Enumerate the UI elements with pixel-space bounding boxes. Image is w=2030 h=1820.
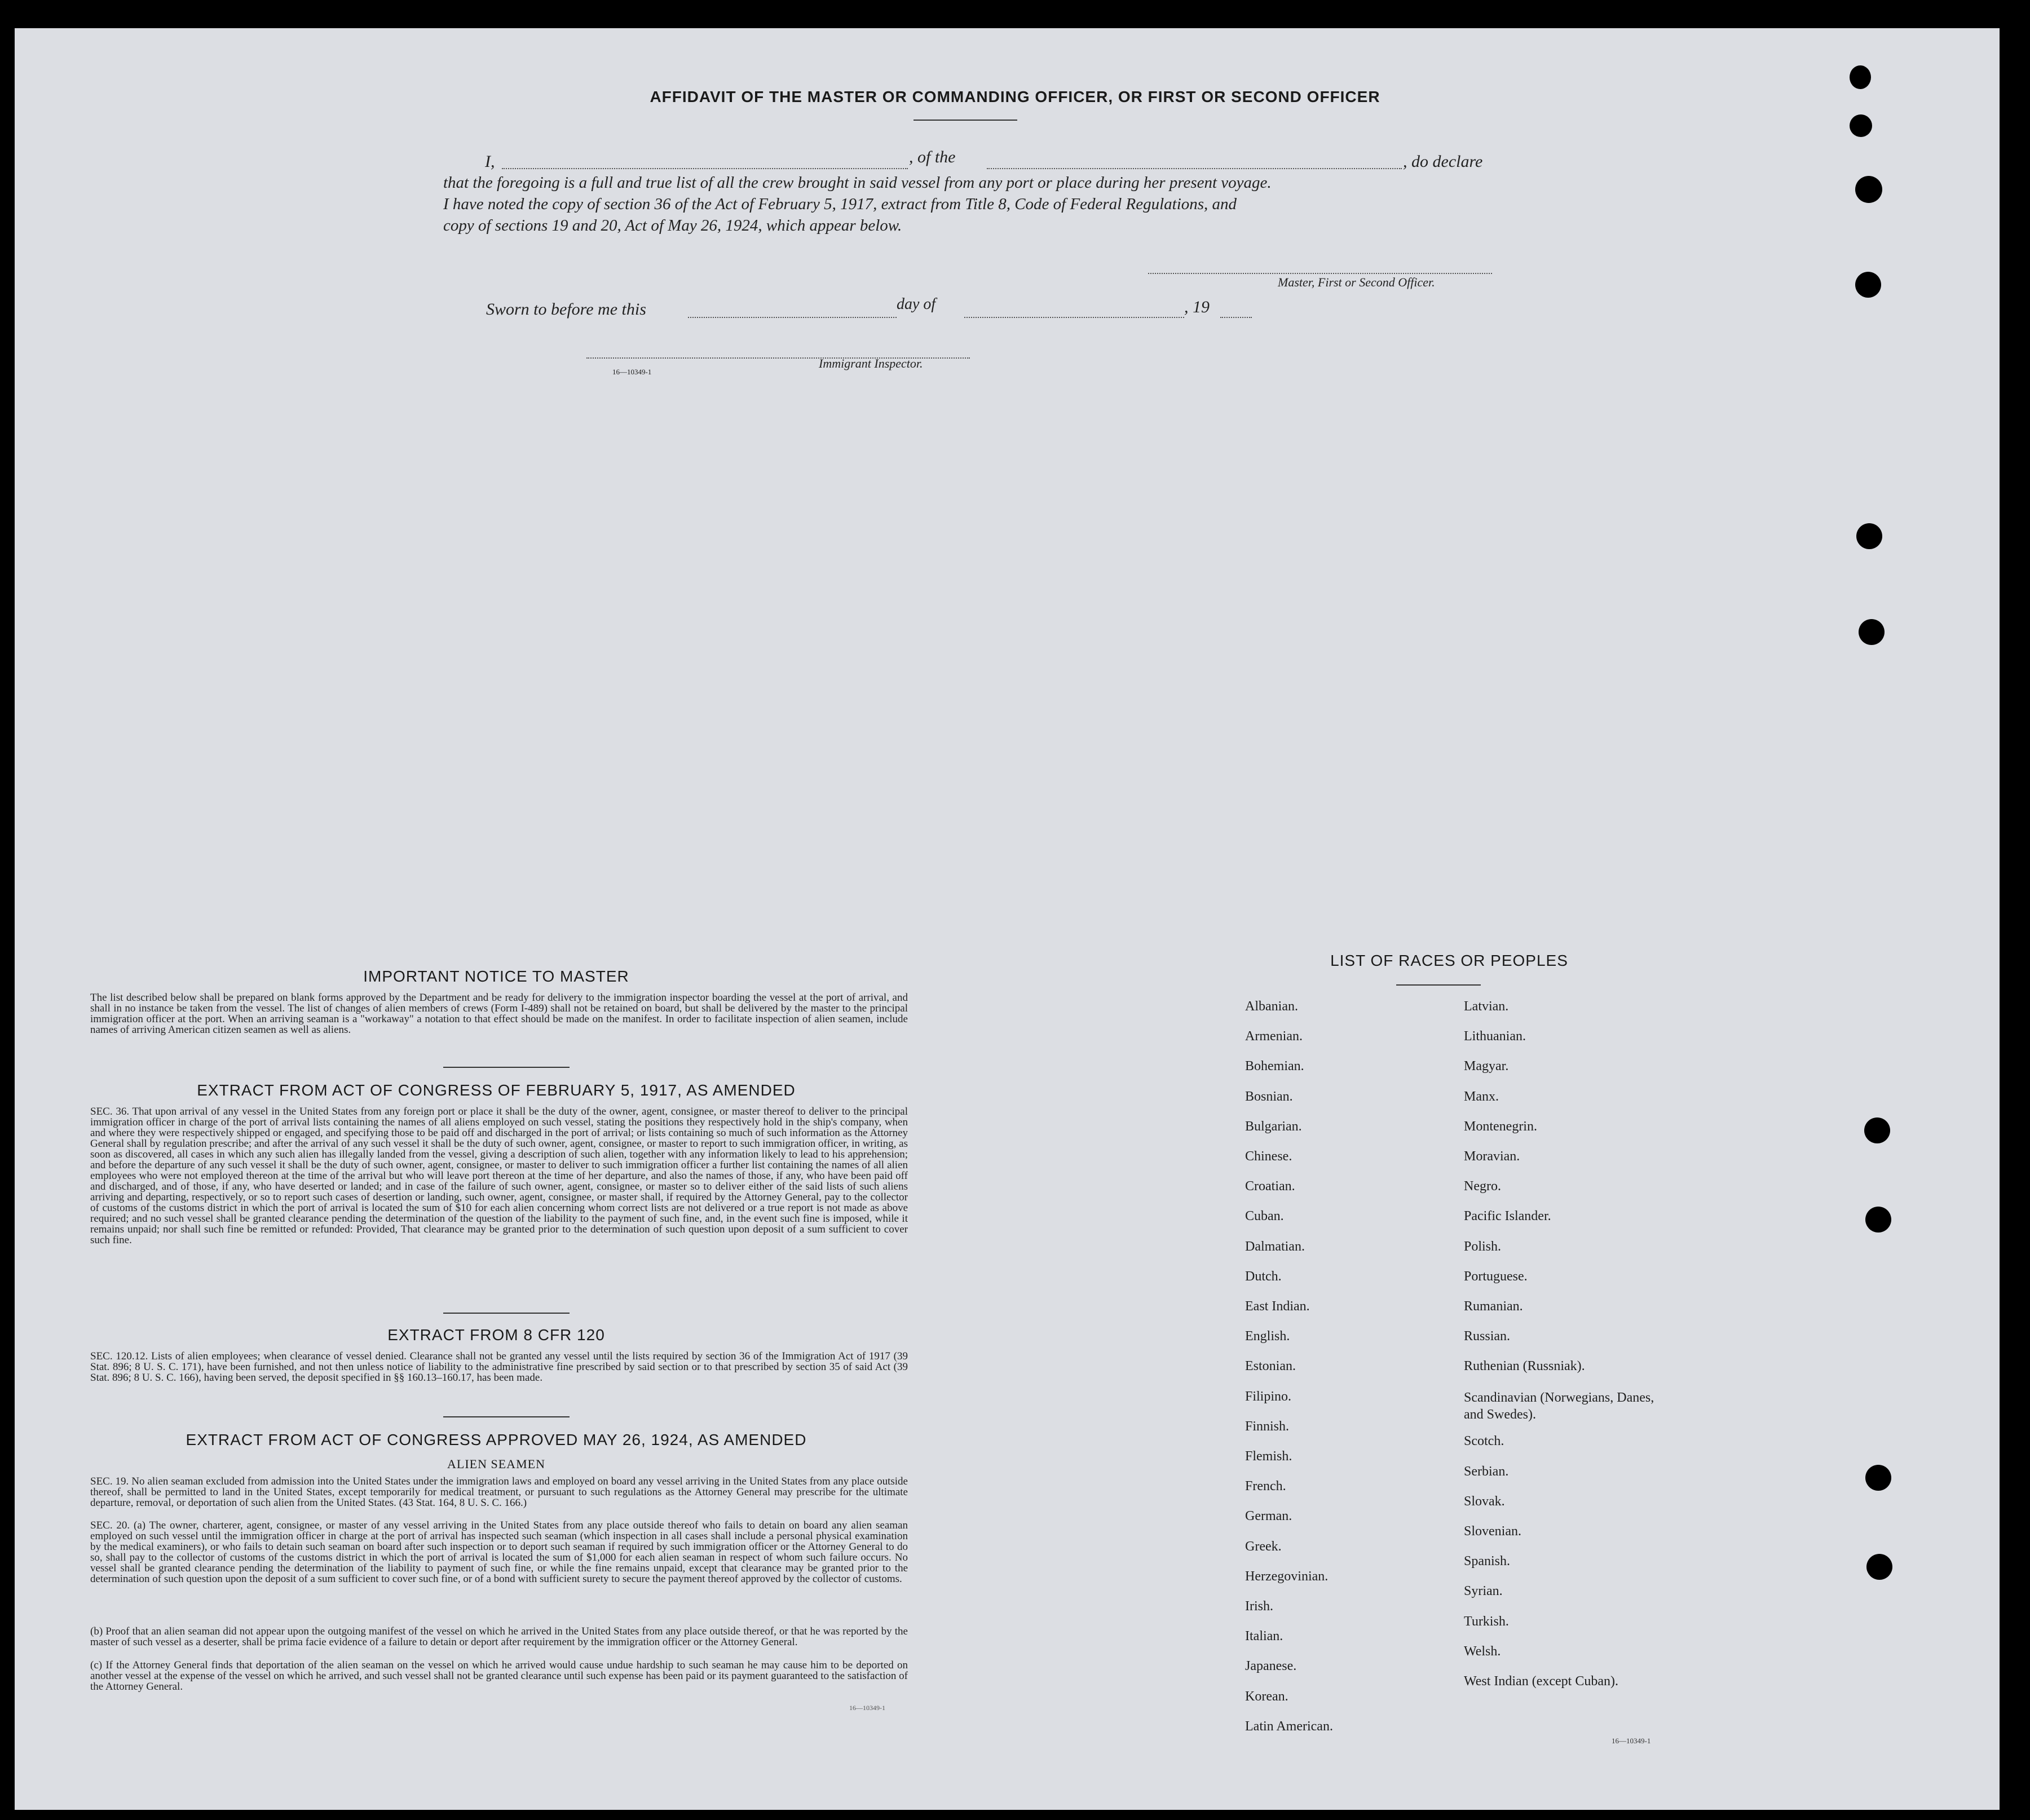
race-item: Korean. bbox=[1245, 1689, 1288, 1704]
race-item: Flemish. bbox=[1245, 1449, 1292, 1464]
extract-1924-sec20b: (b) Proof that an alien seaman did not appear upon the outgoing manifest of the vessel on which he arrived in the United States from any place outside thereof, or that he was reported by the master of such vessel as a deserter, shall be prima facie evidence of a failure to detain or deport after requirement by the immigration officer or the Attorney General. bbox=[90, 1625, 908, 1648]
extract-cfr-divider bbox=[443, 1416, 570, 1417]
race-item: Dalmatian. bbox=[1245, 1239, 1305, 1254]
affidavit-line1-a: I, bbox=[485, 152, 495, 171]
races-title-underline bbox=[1396, 984, 1481, 986]
race-item: Greek. bbox=[1245, 1539, 1282, 1554]
race-item: Dutch. bbox=[1245, 1269, 1282, 1284]
race-item: Chinese. bbox=[1245, 1149, 1292, 1164]
affidavit-line4: copy of sections 19 and 20, Act of May 26, 1924, which appear below. bbox=[443, 217, 902, 235]
race-item: Herzegovinian. bbox=[1245, 1569, 1329, 1584]
day-of-label: day of bbox=[897, 295, 936, 313]
race-item: Latin American. bbox=[1245, 1719, 1333, 1734]
race-item: Bulgarian. bbox=[1245, 1119, 1302, 1134]
extract-1924-title: EXTRACT FROM ACT OF CONGRESS APPROVED MAY 26, 1924, AS AMENDED bbox=[186, 1431, 807, 1448]
name-blank[interactable] bbox=[502, 168, 908, 169]
extract-1924-sec19: SEC. 19. No alien seaman excluded from admission into the United States under the immigration laws and employed on board any vessel arriving in the United States from any place outside thereof, shall be permitted to land in the United States, except temporarily for medical treatment, or pursuant to such regulations as the Attorney General may prescribe for the ultimate departure, removal, or deportation of such alien from the United States. (43 Stat. 164, 8 U. S. C. 166.) bbox=[90, 1476, 908, 1509]
extract-1924-sec20c: (c) If the Attorney General finds that deportation of the alien seaman on the vessel on which he arrived would cause undue hardship to such seaman he may cause him to be deported on another vessel at the expense of the vessel on which he arrived, and such vessel shall not be granted clearance until such expense has been paid or its payment guaranteed to the satisfaction of the Attorney General. bbox=[90, 1659, 908, 1693]
notice-title: IMPORTANT NOTICE TO MASTER bbox=[363, 968, 629, 985]
notice-text: The list described below shall be prepared on blank forms approved by the Department and be ready for delivery to the immigration inspector boarding the vessel at the port of arrival, and shall in no instance be taken from the vessel. The list of changes of alien members of crews (Form I-489) shall not be retained on board, but shall be delivered by the master to the principal immigration officer at the port. When an arriving seaman is a "workaway" a notation to that effect should be made on the manifest. In order to facilitate inspection of alien seamen, include names of arriving American citizen seamen as well as aliens. bbox=[90, 992, 908, 1036]
affidavit-line2: that the foregoing is a full and true list of all the crew brought in said vessel from any port or place during her present voyage. bbox=[443, 174, 1272, 192]
race-item: Irish. bbox=[1245, 1599, 1273, 1614]
race-item: Japanese. bbox=[1245, 1659, 1297, 1673]
race-item: Montenegrin. bbox=[1464, 1119, 1537, 1134]
race-item: Filipino. bbox=[1245, 1389, 1292, 1404]
sworn-day-blank[interactable] bbox=[688, 317, 897, 318]
affidavit-title: AFFIDAVIT OF THE MASTER OR COMMANDING OFFICER, OR FIRST OR SECOND OFFICER bbox=[650, 88, 1380, 105]
affidavit-line1-b: , of the bbox=[909, 148, 956, 166]
year-blank[interactable] bbox=[1220, 317, 1252, 318]
punch-hole bbox=[1850, 65, 1871, 89]
sworn-month-blank[interactable] bbox=[964, 317, 1184, 318]
race-item: Slovenian. bbox=[1464, 1524, 1521, 1539]
extract-1924-form-number: 16—10349-1 bbox=[849, 1704, 885, 1712]
race-item: Croatian. bbox=[1245, 1179, 1295, 1194]
extract-1917-text: SEC. 36. That upon arrival of any vessel in the United States from any foreign port or place it shall be the duty of the owner, agent, consignee, or master thereof to deliver to the principal immigration officer in charge of the port of arrival lists containing the names of all aliens employed on such vessel, stating the positions they respectively hold in the ship's company, when and where they were respectively shipped or engaged, and specifying those to be paid off and discharged in the port of arrival; or lists containing so much of such information as the Attorney General shall by regulation prescribe; and after the arrival of any such vessel it shall be the duty of such owner, agent, consignee, or master to report to such immigration officer, in writing, as soon as discovered, all cases in which any such alien has illegally landed from the vessel, giving a description of such alien, together with any information likely to lead to his apprehension; and before the departure of any such vessel it shall be the duty of such owner, agent, consignee, or master to deliver to such immigration officer a further list containing the names of all alien employees who were not employed thereon at the time of the arrival but who will leave port thereon at the time of her departure, and also the names of those, if any, who have been paid off and discharged, and of those, if any, who have deserted or landed; and in case of the failure of such owner, agent, consignee, or master so to deliver either of the said lists of such aliens arriving and departing, respectively, or so to report such cases of desertion or landing, such owner, agent, consignee, or master shall, if required by the Attorney General, pay to the collector of customs of the customs district in which the port of arrival is located the sum of $10 for each alien concerning whom correct lists are not delivered or a true report is not made as above required; and no such vessel shall be granted clearance pending the determination of the question of the liability to the payment of such fine, and, in the event such fine is imposed, while it remains unpaid; nor shall such fine be remitted or refunded: Provided, That clearance may be granted prior to the determination of such question upon deposit of a sum sufficient to cover such fine. bbox=[90, 1106, 908, 1246]
race-item: Serbian. bbox=[1464, 1464, 1509, 1479]
race-item: Latvian. bbox=[1464, 999, 1509, 1014]
race-item: English. bbox=[1245, 1329, 1290, 1344]
race-item: Scotch. bbox=[1464, 1434, 1504, 1448]
race-item: Cuban. bbox=[1245, 1209, 1284, 1223]
affidavit-form-number: 16—10349-1 bbox=[612, 368, 652, 376]
vessel-blank[interactable] bbox=[987, 168, 1402, 169]
affidavit-line1-c: , do declare bbox=[1403, 152, 1483, 171]
punch-hole bbox=[1865, 1465, 1891, 1491]
race-item: Ruthenian (Russniak). bbox=[1464, 1359, 1585, 1373]
race-item: Moravian. bbox=[1464, 1149, 1520, 1164]
race-item: Negro. bbox=[1464, 1179, 1501, 1194]
extract-cfr-text: SEC. 120.12. Lists of alien employees; when clearance of vessel denied. Clearance shall not be granted any vessel until the lists required by section 36 of the Immigration Act of 1917 (39 Stat. 896; 8 U. S. C. 171), have been furnished, and not then unless notice of liability to the administrative fine prescribed by said section or to that prescribed by section 35 of said Act (39 Stat. 896; 8 U. S. C. 166), having been served, the deposit specified in §§ 160.13–160.17, has been made. bbox=[90, 1350, 908, 1384]
year-label: , 19 bbox=[1184, 298, 1210, 316]
notice-divider bbox=[443, 1067, 570, 1068]
master-signature-label: Master, First or Second Officer. bbox=[1278, 275, 1435, 289]
race-item: Lithuanian. bbox=[1464, 1029, 1526, 1044]
race-item: Russian. bbox=[1464, 1329, 1511, 1344]
punch-hole bbox=[1859, 619, 1885, 645]
race-item: East Indian. bbox=[1245, 1299, 1310, 1314]
race-item: Portuguese. bbox=[1464, 1269, 1528, 1284]
race-item: Albanian. bbox=[1245, 999, 1298, 1014]
race-item: Estonian. bbox=[1245, 1359, 1296, 1373]
affidavit-line3: I have noted the copy of section 36 of the Act of February 5, 1917, extract from Title 8, Code of Federal Regulations, and bbox=[443, 195, 1237, 213]
extract-1917-divider bbox=[443, 1313, 570, 1314]
extract-1924-sec20a: SEC. 20. (a) The owner, charterer, agent, consignee, or master of any vessel arriving in the United States from any place outside thereof who fails to detain on board any alien seaman employed on such vessel until the immigration officer in charge at the port of arrival has inspected such seaman (which inspection in all cases shall include a personal physical examination by the medical examiners), or who fails to detain such seaman on board after such inspection or to deport such seaman if required by such immigration officer or the Attorney General to do so, shall pay to the collector of customs of the customs district in which the port of arrival is located the sum of $1,000 for each alien seaman in respect of whom such failure occurs. No vessel shall be granted clearance pending the determination of the liability to payment of such fine, or while the fine remains unpaid, except that clearance may be granted prior to the determination of such question upon the deposit of a sum sufficient to cover such fine, or of a bond with sufficient surety to secure the payment thereof approved by the collector of customs. bbox=[90, 1519, 908, 1585]
inspector-label: Immigrant Inspector. bbox=[819, 356, 923, 370]
race-item: Italian. bbox=[1245, 1629, 1283, 1644]
race-item: West Indian (except Cuban). bbox=[1464, 1674, 1618, 1689]
race-item: Rumanian. bbox=[1464, 1299, 1523, 1314]
race-item: Welsh. bbox=[1464, 1644, 1501, 1659]
punch-hole bbox=[1865, 1207, 1891, 1233]
races-form-number: 16—10349-1 bbox=[1612, 1737, 1651, 1745]
race-item: French. bbox=[1245, 1479, 1286, 1494]
punch-hole bbox=[1850, 114, 1872, 137]
race-item: Polish. bbox=[1464, 1239, 1502, 1254]
extract-1917-title: EXTRACT FROM ACT OF CONGRESS OF FEBRUARY 5, 1917, AS AMENDED bbox=[197, 1081, 796, 1099]
punch-hole bbox=[1855, 272, 1881, 298]
race-item: Pacific Islander. bbox=[1464, 1209, 1551, 1223]
race-item: Bohemian. bbox=[1245, 1059, 1304, 1074]
race-item: Finnish. bbox=[1245, 1419, 1290, 1434]
races-title: LIST OF RACES OR PEOPLES bbox=[1330, 952, 1568, 969]
race-item: Manx. bbox=[1464, 1089, 1499, 1104]
race-item: German. bbox=[1245, 1509, 1292, 1523]
sworn-label: Sworn to before me this bbox=[486, 300, 646, 319]
race-item: Syrian. bbox=[1464, 1584, 1503, 1598]
punch-hole bbox=[1855, 176, 1882, 203]
race-item: Magyar. bbox=[1464, 1059, 1509, 1074]
title-underline bbox=[914, 120, 1017, 121]
punch-hole bbox=[1856, 523, 1882, 549]
race-item: Turkish. bbox=[1464, 1614, 1509, 1629]
extract-1924-subtitle: ALIEN SEAMEN bbox=[447, 1457, 545, 1471]
race-item: Armenian. bbox=[1245, 1029, 1303, 1044]
race-item: Scandinavian (Norwegians, Danes, and Swedes). bbox=[1464, 1390, 1654, 1422]
race-item: Slovak. bbox=[1464, 1494, 1505, 1509]
race-item: Bosnian. bbox=[1245, 1089, 1293, 1104]
master-signature-line[interactable] bbox=[1148, 273, 1492, 274]
punch-hole bbox=[1864, 1117, 1890, 1143]
race-item: Spanish. bbox=[1464, 1554, 1511, 1569]
extract-cfr-title: EXTRACT FROM 8 CFR 120 bbox=[387, 1326, 605, 1344]
punch-hole bbox=[1866, 1554, 1892, 1580]
